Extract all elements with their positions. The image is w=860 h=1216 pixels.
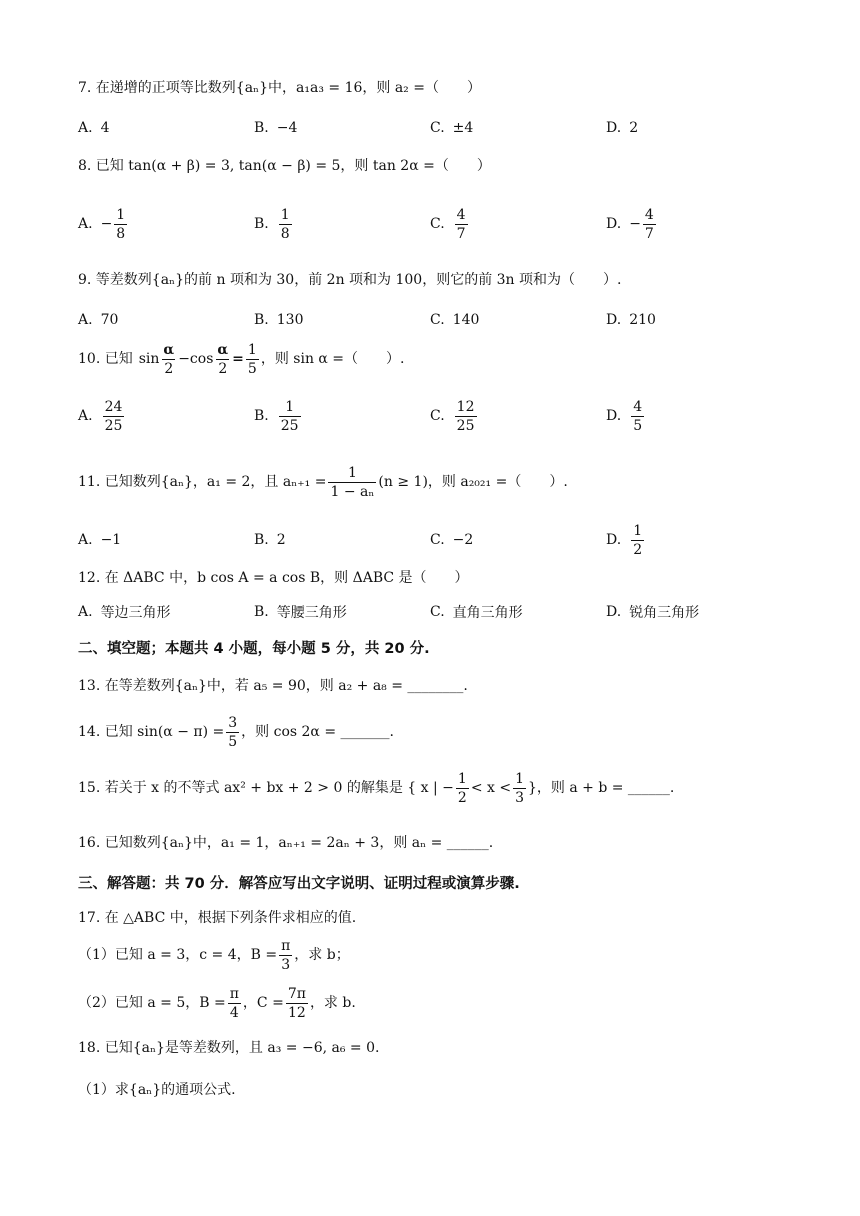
q8-option-a: A. − $\frac{1}{8}$ — [78, 206, 126, 242]
q12-option-c: C. 直角三角形 — [430, 604, 523, 621]
q8-option-c: C. $\frac{4}{7}$ — [430, 206, 466, 242]
question-15: 15. 若关于 x 的不等式 ax² + bx + 2 > 0 的解集是 { x | − $\frac{1}{2}$ < x < $\frac{1}{3}$ }，则 a + b = ______. — [78, 770, 675, 806]
question-9-options — [78, 298, 778, 342]
question-18-stem: 18. 已知{aₙ}是等差数列，且 a₃ = −6, a₆ = 0. — [78, 1040, 380, 1056]
question-16: 16. 已知数列{aₙ}中，a₁ = 1，aₙ₊₁ = 2aₙ + 3，则 aₙ = ______. — [78, 835, 494, 851]
q11-option-c: C. −2 — [430, 532, 474, 548]
q11-option-b: B. 2 — [254, 532, 286, 548]
q11-option-d: D. $\frac{1}{2}$ — [606, 522, 643, 558]
section-3-heading: 三、解答题：共 70 分．解答应写出文字说明、证明过程或演算步骤. — [78, 876, 520, 892]
question-12-options — [78, 592, 778, 632]
q12-option-b: B. 等腰三角形 — [254, 604, 347, 621]
section-2-heading: 二、填空题；本题共 4 小题，每小题 5 分，共 20 分. — [78, 641, 430, 657]
question-11-options — [78, 518, 778, 562]
question-7-options — [78, 106, 778, 150]
q7-option-c: C. ±4 — [430, 120, 474, 136]
question-10-stem: 10. 已知 sin $\frac{\alpha}{2}$ − cos $\frac{\alpha}{2}$ = $\frac{1}{5}$ ，则 sin α =（ ）. — [78, 341, 405, 377]
question-8-stem: 8. 已知 tan(α + β) = 3, tan(α − β) = 5，则 tan 2α =（ ） — [78, 158, 491, 174]
question-17-stem: 17. 在 △ABC 中，根据下列条件求相应的值. — [78, 910, 357, 926]
question-17-part-2: （2）已知 a = 5，B = $\frac{\pi}{4}$ ，C = $\frac{7\pi}{12}$ ，求 b. — [78, 985, 356, 1021]
q7-option-d: D. 2 — [606, 120, 639, 136]
q9-option-d: D. 210 — [606, 312, 656, 328]
q12-option-a: A. 等边三角形 — [78, 604, 171, 621]
question-12-stem: 12. 在 ΔABC 中，b cos A = a cos B，则 ΔABC 是（ ） — [78, 570, 469, 586]
question-18-part-1: （1）求{aₙ}的通项公式. — [78, 1082, 236, 1098]
q12-option-d: D. 锐角三角形 — [606, 604, 700, 621]
question-17-part-1: （1）已知 a = 3，c = 4，B = $\frac{\pi}{3}$ ，求 b； — [78, 937, 350, 973]
question-7-stem: 7. 在递增的正项等比数列{aₙ}中，a₁a₃ = 16，则 a₂ =（ ） — [78, 80, 481, 96]
q11-option-a: A. −1 — [78, 532, 122, 548]
q10-option-c: C. $\frac{12}{25}$ — [430, 398, 475, 434]
q7-option-b: B. −4 — [254, 120, 298, 136]
question-13: 13. 在等差数列{aₙ}中，若 a₅ = 90，则 a₂ + a₈ = ________. — [78, 678, 468, 694]
q9-option-b: B. 130 — [254, 312, 304, 328]
q10-option-d: D. $\frac{4}{5}$ — [606, 398, 643, 434]
q7-option-a: A. 4 — [78, 120, 110, 136]
question-8-options — [78, 202, 778, 246]
question-11-stem: 11. 已知数列{aₙ}，a₁ = 2，且 aₙ₊₁ = $\frac{1}{\text{1 − aₙ}}$ (n ≥ 1)，则 a₂₀₂₁ =（ ）. — [78, 464, 568, 500]
q9-option-a: A. 70 — [78, 312, 119, 328]
q8-option-d: D. − $\frac{4}{7}$ — [606, 206, 654, 242]
q8-option-b: B. $\frac{1}{8}$ — [254, 206, 290, 242]
q9-option-c: C. 140 — [430, 312, 480, 328]
question-9-stem: 9. 等差数列{aₙ}的前 n 项和为 30，前 2n 项和为 100，则它的前 3n 项和为（ ）. — [78, 272, 622, 288]
q10-option-b: B. $\frac{1}{25}$ — [254, 398, 299, 434]
question-14: 14. 已知 sin(α − π) = $\frac{3}{5}$ ，则 cos 2α = _______. — [78, 714, 394, 750]
q10-option-a: A. $\frac{24}{25}$ — [78, 398, 123, 434]
question-10-options — [78, 394, 778, 438]
